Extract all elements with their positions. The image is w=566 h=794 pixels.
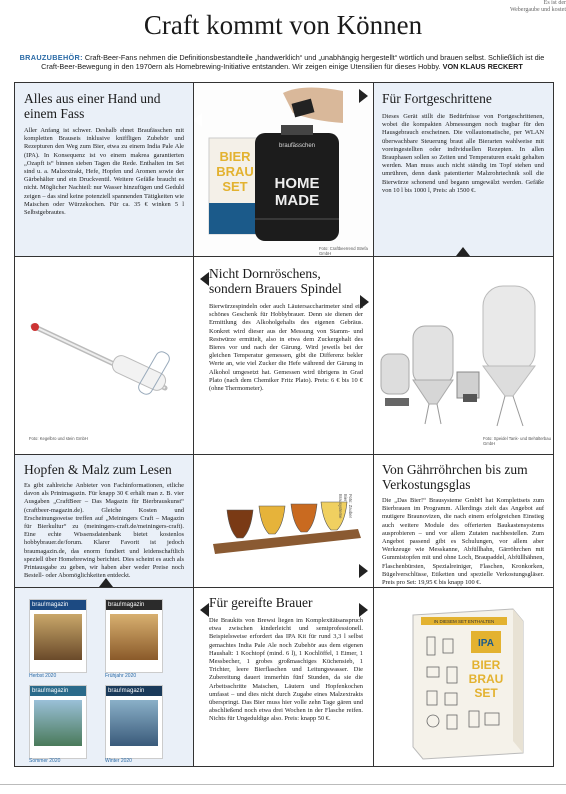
magazine-cover (105, 599, 163, 673)
section-gaehr-title: Von Gährröhrchen bis zum Verkostungsglas (382, 462, 528, 492)
svg-text:braufässchen: braufässchen (278, 143, 316, 149)
section-spindel-body: Bierwürzespindeln oder auch Läutersaccharimeter sind ein schönes Geschenk für Hobbybrauer. Denn sie dienen der Ermittlung des Alkoholgehalts des eigenen Gebräus. Konkret wird dieser aus der Messung von Stamm- und Restwürze ermittelt, also in etwa dem Zuckergehalt des Bieres vor und nach der Gärung. Wird jeweils bei der gleichen Temperatur gemessen, gibt die Differenz bekler Werte an, wie viel Zucker die Hefe während der Gärung in Alkohol umgesetzt hat. Gemessen wird übrigens in Grad Plato (nach dem Chemiker Fritz Plato). Preis: 6 € bis 10 € (ohne Thermometer). (209, 303, 363, 393)
glasses-credit: Foto: Zauber Bier Brausysteme (338, 494, 353, 519)
section-fass-body: Aller Anfang ist schwer. Deshalb ehnet Braufässchen mit kompletten Brauseis inklusive kniffligen Zubehör und Rezepturen den Weg zum Bier, etwa zu einem India Pale Ale (IPA). In Konsequenz ist vo einem makrea garantierten „Ozapft is“ binnen sieben Tagen die Rede. Enthalten im Set sind u. a. Malzextrakt, Hefe, Hopfen und Aromen sowie der Gärbehälter und ein Druckventil. Weitere Gefäße braucht es nicht. Möglicher Nachteil: nur Wasser hinzufügen und Geduld zeigen – das sind keine potenziell spannenden Tätigkeiten wie Maischen oder Würzekochen. Für ca. 35 € winken 5 l Selbstgebrautes. (24, 127, 184, 217)
intro-kicker: BRAUZUBEHÖR: (19, 53, 83, 62)
arrow-right-icon (360, 295, 369, 309)
corner-text: Es ist der Webergaube und kostet (509, 0, 566, 13)
section-fortgeschrittene-body: Dieses Gerät stillt die Bedürfnisse von Fortgeschrittenen, wobei die kompakten Abmessungen noch tragbar für den Hausgebrauch erscheinen. Die vollautomatische, per WLAN überwachbare Steuerung braut alle Bierarten wahlweise mit voreingestellten oder individuellen Rezepten. In allen Brauphasen sollen so Zeiten und Temperaturen exakt gehalten werden. Man muss auch nicht ständig im Topf stehen und umrühren, denn dank patentierter Malzrohrtechnik soll die Bierwürze schonend und begann umgewälzt werden. Gefäße von 10 l bis 1000 l, Preis: ab 1500 €. (382, 113, 544, 194)
column-rule (193, 83, 194, 766)
page-title: Craft kommt von Können (143, 10, 423, 40)
magazine-caption: Herbst 2020 (29, 673, 57, 679)
svg-text:SET: SET (474, 686, 498, 700)
section-fortgeschrittene-text (373, 83, 553, 256)
arrow-left-icon (193, 113, 202, 127)
arrow-right-icon (359, 603, 368, 617)
section-fass-image (193, 83, 373, 256)
column-rule (373, 83, 374, 766)
section-spindel-title: Nicht Dornröschens, sondern Brauers Spindel (209, 266, 342, 296)
row-rule (15, 256, 553, 257)
section-tank-image (373, 256, 553, 454)
section-gereift-body: Die Braukits von Brewsi liegen im Komplexitätsanspruch etwa zwischen kinderleicht und semiprofessionell. Beispielsweise erfordert das IPA Kit für rund 3,3 l selbst gemachtes India Pale Ale noch Zubehör aus dem eigenen Haushalt: 1 Kochtopf (mind. 6 l), 1 Kochlöffel, 1 Eimer, 1 Messbecher, 1 grobes großmaschiges Küchensieb, 1 Trichter, leere Bierflaschen und Leitungswasser. Die Zubereitung dauert immerhin fünf Stunden, da sie die Arbeitsschritte Maischen, Läutern und Hopfenkochen umfasst – und dies nicht durch Zugabe eines Malzextrakts überspringt. Das Bier muss hier volle zehn Tage gären und abschließend noch etwa drei Wochen in der Flasche reifen. Nichts für Ungeduldige also. Preis: knapp 50 €. (209, 617, 363, 723)
box-label: BIER (219, 149, 251, 164)
section-lesen-text (15, 454, 193, 587)
section-gaehr-text (373, 454, 553, 587)
magazine-caption: Sommer 2020 (29, 758, 61, 764)
intro-text: Craft-Beer-Fans nehmen die Definitionsbestandteile „handwerklich“ und „unabhängig hergestellt“ wörtlich und brauen selbst. Schließlich ist die Craft-Beer-Bewegung in den 1970ern als Homebrewing-Initiative entstanden. Wir zeigen einige Utensilien für dieses Hobby. (41, 53, 545, 72)
fass-credit: Foto: Craftbeerrend Strefa GmbH (319, 246, 368, 256)
section-fortgeschrittene-title: Für Fortgeschrittene (382, 91, 492, 106)
section-gereift-title: Für gereifte Brauer (209, 595, 313, 610)
svg-text:BRAU: BRAU (468, 672, 504, 686)
box-badge: IPA (478, 638, 494, 649)
row-rule (15, 587, 553, 588)
svg-text:BIER: BIER (471, 658, 501, 672)
spindel-credit: Foto: Kegelbro und stein GmbH (29, 436, 88, 441)
magazine-cover (29, 599, 87, 673)
magazine-cover (29, 685, 87, 759)
section-spindel-text (193, 256, 373, 454)
section-fass-text (15, 83, 193, 256)
svg-text:BRAU: BRAU (216, 164, 254, 179)
section-glasses-image (193, 454, 373, 587)
box-top-text: IN DIESEM SET ENTHALTEN (433, 619, 495, 624)
svg-text:MADE: MADE (274, 192, 320, 209)
section-fass-title: Alles aus einer Hand und einem Fass (24, 91, 161, 121)
svg-text:SET: SET (222, 179, 248, 194)
section-gereift-text (193, 587, 373, 766)
section-spindel-image (15, 256, 193, 454)
arrow-left-icon (200, 603, 209, 617)
article-grid (14, 82, 554, 767)
arrow-down-icon (456, 247, 470, 256)
magazine-title: brau!magazin (106, 686, 162, 696)
brauset-box (373, 587, 553, 766)
section-gaehr-body: Die „Das Bier!“ Brausysteme GmbH hat Komplettsets zum Bierbrauen im Programm. Allerdings zielt das Angebot auf mutigere Braunovizen, die nach einem erfolgreichen Einstieg auch weitere Module des offerierten Baukastensystems ausprobieren – und vor allem Zutaten nachbestellen. Zum Angebot passend gibt es Schulungen, vor allem aber Werkzeuge wie Messkanne, Abfüllhahn, Gärröhrchen mit Gummistopfen mit und ohne Loch, Braupaddel, Abfüllhähnen, Flaschenbürsten, Spezialreiniger, Flaschen, Kronkorken, Bügelverschlüsse, Etiketten und spezielle Verkostungsgläser. Preis pro Set: 19,95 € bis knapp 100 €. (382, 497, 544, 587)
arrow-right-icon (359, 564, 368, 578)
magazine-cover (105, 685, 163, 759)
arrow-down-icon (99, 578, 113, 587)
intro-author: VON KLAUS RECKERT (440, 62, 523, 72)
page-bottom-rule (0, 784, 566, 785)
tanks-photo (373, 256, 553, 454)
section-gereift-image (373, 587, 553, 766)
spindel-photo (15, 256, 193, 454)
intro-paragraph (14, 53, 550, 71)
section-lesen-body: Es gibt zahlreiche Anbieter von Fachinformationen, etliche davon als Printmagazin. Für knapp 30 € erhält man z. B. vier Ausgaben „CraftBeer – Das Magazin für Bierbrauskunst“ (craftbeer-magazin.de). Gleiche Kosten und Erscheinungsweise treffen auf „Meiningers Craft – Magazin für Bierkultur“ zu (meiningers-craft.de/meiningers-craft). Eine echte Wissensdatenbank bietet kostenlos hobbybrauer.de/forum. Klarer Favorit ist jedoch braumagazin.de, das enorm fundiert und leidenschaftlich speziell über Homebrewing berichtet. Dies scheint es auch als Printausgabe zu geben, wir haben aber weder Preise noch Bestell- oder Abomöglichkeiten entdeckt. (24, 482, 184, 580)
magazine-title: brau!magazin (30, 686, 86, 696)
arrow-right-icon (359, 89, 368, 103)
magazine-caption: Frühjahr 2020 (105, 673, 137, 679)
tank-credit: Foto: Speidel Tank- und Behälterbau GmbH (483, 436, 551, 446)
magazine-title: brau!magazin (30, 600, 86, 610)
fass-photo (193, 83, 373, 256)
arrow-left-icon (200, 272, 209, 286)
keg-label: HOME (274, 175, 320, 192)
row-rule (15, 454, 553, 455)
magazine-caption: Winter 2020 (105, 758, 132, 764)
glasses-photo (193, 454, 373, 587)
section-lesen-title: Hopfen & Malz zum Lesen (24, 462, 172, 477)
magazine-title: brau!magazin (106, 600, 162, 610)
section-magazines (15, 587, 193, 766)
